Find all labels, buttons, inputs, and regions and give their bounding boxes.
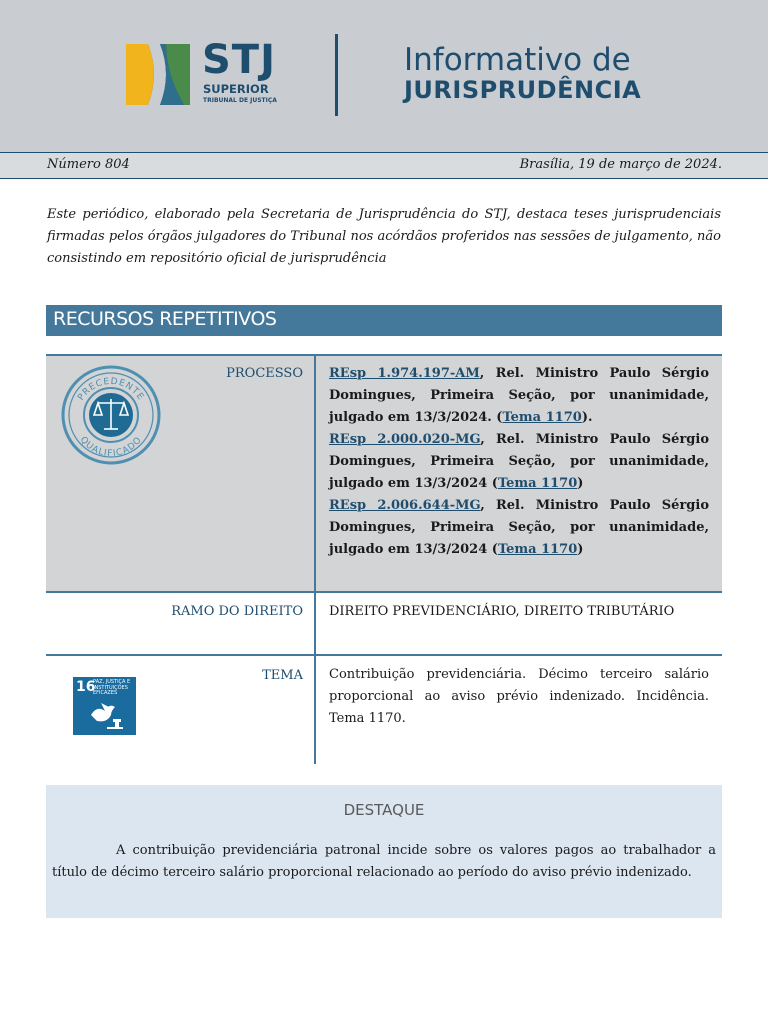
processo-entry-end: ) (577, 476, 584, 491)
table-rule (46, 654, 722, 656)
issue-number: Número 804 (47, 157, 130, 172)
section-header (46, 305, 722, 336)
ramo-value: DIREITO PREVIDENCIÁRIO, DIREITO TRIBUTÁRIO (329, 604, 675, 619)
tema-value: Contribuição previdenciária. Décimo terceiro salário proporcional ao aviso prévio indenizado. Incidência. Tema 1170. (329, 667, 709, 726)
tema-link[interactable]: Tema 1170 (497, 476, 578, 491)
ods-16-badge (73, 677, 136, 735)
processo-entry (329, 363, 709, 429)
table-column-divider (314, 356, 316, 764)
ods-number: 16 (76, 679, 96, 695)
svg-text:PRECEDENTE: PRECEDENTE (76, 376, 146, 403)
processo-entry-end: ). (581, 410, 593, 425)
tema-label: TEMA (262, 668, 303, 683)
destaque-title: DESTAQUE (343, 801, 425, 819)
table-rule (46, 591, 722, 593)
ramo-label: RAMO DO DIREITO (171, 604, 303, 619)
resp-link[interactable]: REsp 2.006.644-MG (329, 498, 481, 513)
processo-entry (329, 429, 709, 495)
processo-entry-end: ) (577, 542, 584, 557)
intro-paragraph: Este periódico, elaborado pela Secretaria de Jurisprudência do STJ, destaca teses jurisprudenciais firmadas pelos órgãos julgadores do Tribunal nos acórdãos proferidos nas sessões de julgamento, não consistindo em repositório oficial de jurisprudência (47, 207, 721, 266)
issue-meta-bar (0, 152, 768, 179)
processo-entry-text: , Rel. Ministro Paulo Sérgio Domingues, Primeira Seção, por unanimidade, julgado em 13/3/2024 ( (329, 498, 709, 557)
section-title: RECURSOS REPETITIVOS (53, 308, 277, 330)
stj-logo-icon (126, 44, 190, 105)
stj-subtitle: SUPERIOR (203, 82, 269, 96)
processo-entry-text: , Rel. Ministro Paulo Sérgio Domingues, Primeira Seção, por unanimidade, julgado em 13/3/2024. ( (329, 366, 709, 425)
processo-entry-text: , Rel. Ministro Paulo Sérgio Domingues, Primeira Seção, por unanimidade, julgado em 13/3/2024 ( (329, 432, 709, 491)
publication-title: Informativo de (404, 42, 631, 78)
dove-gavel-icon (85, 699, 125, 731)
stj-wordmark: STJ (202, 37, 276, 83)
header-band (0, 0, 768, 152)
publication-title-emphasis: JURISPRUDÊNCIA (404, 76, 642, 104)
tema-link[interactable]: Tema 1170 (502, 410, 582, 425)
header-divider (335, 34, 338, 116)
destaque-text: A contribuição previdenciária patronal incide sobre os valores pagos ao trabalhador a título de décimo terceiro salário proporcional relacionado ao período do aviso prévio indenizado. (52, 843, 716, 880)
tema-link[interactable]: Tema 1170 (497, 542, 578, 557)
resp-link[interactable]: REsp 2.000.020-MG (329, 432, 481, 447)
processo-label: PROCESSO (226, 366, 303, 381)
destaque-box (46, 785, 722, 918)
processo-list (329, 363, 709, 561)
svg-text:QUALIFICADO: QUALIFICADO (77, 435, 145, 460)
processo-entry (329, 495, 709, 561)
resp-link[interactable]: REsp 1.974.197-AM (329, 366, 480, 381)
issue-date: Brasília, 19 de março de 2024. (519, 157, 722, 172)
ods-text: PAZ, JUSTIÇA E INSTITUIÇÕES EFICAZES (93, 679, 131, 696)
stj-subtitle-small: TRIBUNAL DE JUSTIÇA (203, 97, 277, 104)
